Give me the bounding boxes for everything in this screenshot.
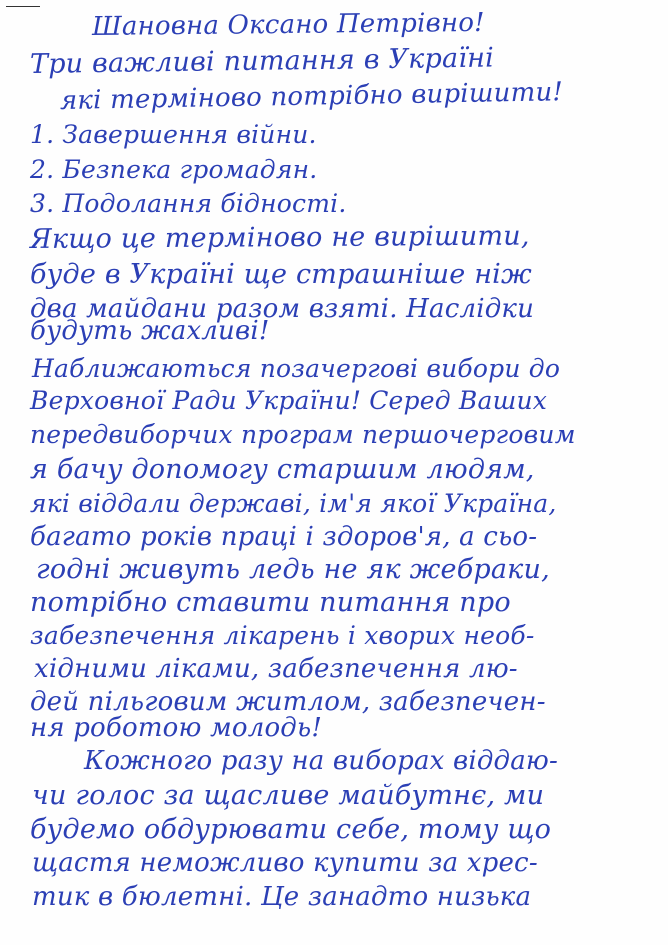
letter-line: які віддали державі, ім'я якої Україна, (30, 489, 557, 518)
letter-line: потрібно ставити питання про (30, 587, 511, 618)
greeting-line: Шановна Оксано Петрівно! (91, 7, 485, 42)
letter-line: будемо обдурювати себе, тому що (30, 814, 552, 845)
letter-line: Кожного разу на виборах віддаю- (84, 746, 558, 776)
letter-line: Верховної Ради України! Серед Ваших (30, 386, 548, 415)
letter-line: два майдани разом взяті. Наслідки (30, 294, 535, 324)
letter-line: передвиборчих програм першочерговим (30, 420, 576, 449)
letter-line: тик в бюлетні. Це занадто низька (32, 882, 532, 912)
list-item: 3. Подолання бідності. (30, 189, 347, 218)
list-item: 1. Завершення війни. (30, 120, 317, 149)
letter-line: які терміново потрібно вирішити! (59, 77, 564, 116)
letter-line: Якщо це терміново не вирішити, (29, 220, 530, 255)
letter-line: дей пільговим житлом, забезпечен- (30, 687, 546, 717)
letter-line: Наближаються позачергові вибори до (32, 354, 561, 383)
corner-pen-mark (6, 6, 40, 7)
letter-line: ня роботою молодь! (30, 713, 322, 743)
letter-line: я бачу допомогу старшим людям, (30, 454, 535, 485)
letter-line: годні живуть ледь не як жебраки, (36, 554, 550, 585)
letter-line: хідними ліками, забезпечення лю- (34, 654, 518, 684)
letter-line: забезпечення лікарень і хворих необ- (30, 621, 535, 650)
letter-line: щастя неможливо купити за хрес- (32, 848, 538, 878)
list-item: 2. Безпека громадян. (30, 155, 318, 184)
letter-line: буде в Україні ще страшніше ніж (30, 259, 532, 290)
letter-line: багато років праці і здоров'я, а сьо- (30, 522, 538, 552)
letter-line: будуть жахливі! (30, 316, 270, 346)
letter-line: чи голос за щасливе майбутнє, ми (32, 780, 545, 811)
letter-line: Три важливі питання в Україні (29, 42, 495, 80)
